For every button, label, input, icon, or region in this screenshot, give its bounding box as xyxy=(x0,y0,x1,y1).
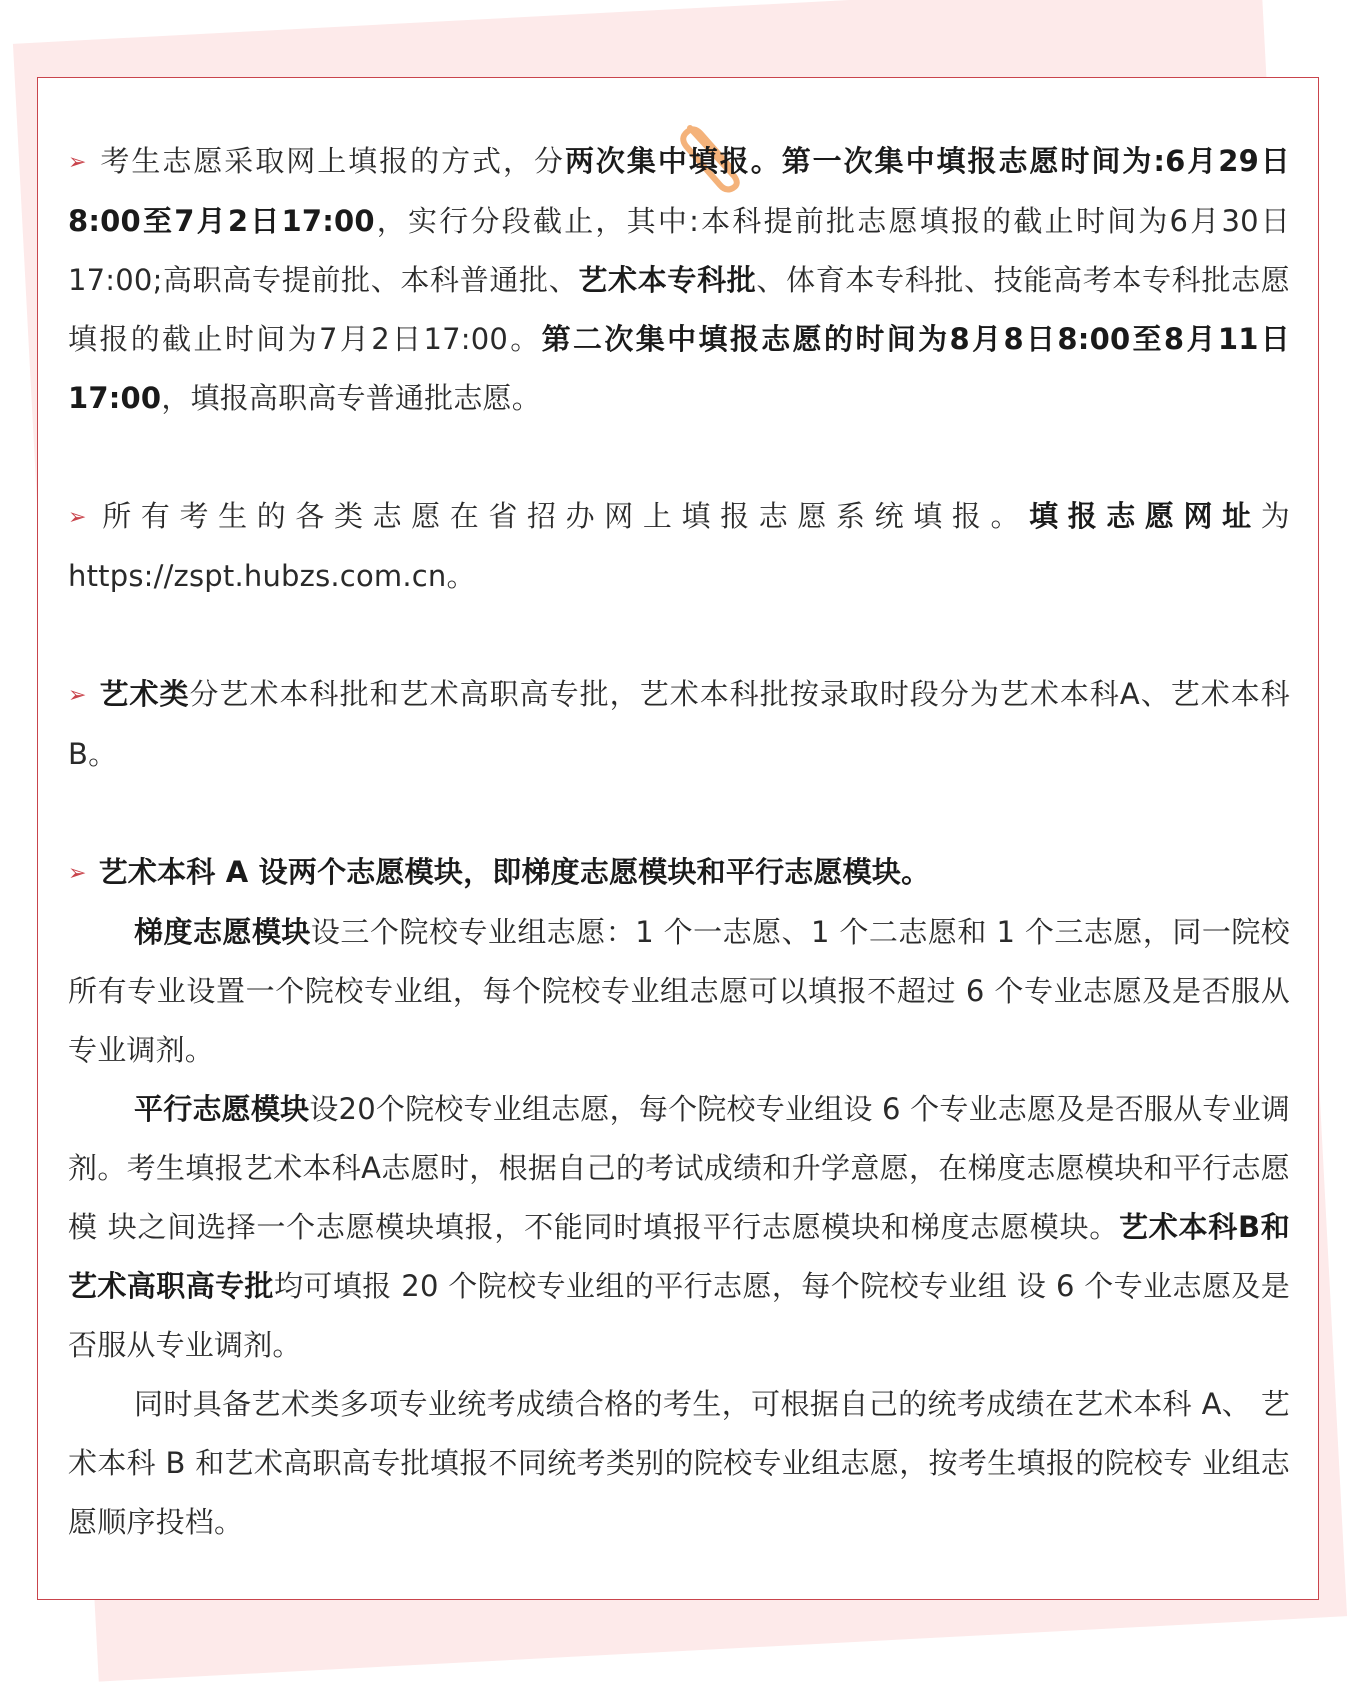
text: ，填报高职高专普通批志愿。 xyxy=(161,381,541,415)
bold-text: 艺术本科 A 设两个志愿模块，即梯度志愿模块和平行志愿模块。 xyxy=(98,855,931,889)
paragraph-parallel-module xyxy=(68,1080,1290,1375)
website-url: 为https://zspt.hubzs.com.cn。 xyxy=(68,499,1290,593)
text: 设三个院校专业组志愿：1 个一志愿、1 个二志愿和 1 个三志愿，同一院校所有专业设置一个院校专业组，每个院校专业组志愿可以填报不超过 6 个专业志愿及是否服从专业调剂。 xyxy=(68,915,1290,1067)
bold-text: 填报志愿网址 xyxy=(1029,499,1261,533)
bold-text: 梯度志愿模块 xyxy=(134,915,311,949)
bold-text: 平行志愿模块 xyxy=(134,1092,310,1126)
text: 所有考生的各类志愿在省招办网上填报志愿系统填报。 xyxy=(98,499,1030,533)
arrow-bullet-icon: ➢ xyxy=(68,861,87,886)
text: 考生志愿采取网上填报的方式，分 xyxy=(98,144,565,178)
bold-text: 艺术本专科批 xyxy=(578,263,757,297)
arrow-bullet-icon: ➢ xyxy=(68,150,87,175)
text: 同时具备艺术类多项专业统考成绩合格的考生，可根据自己的统考成绩在艺术本科 A、 艺术本科 B 和艺术高职高专批填报不同统考类别的院校专业组志愿，按考生填报的院校专 业组志愿顺序投档。 xyxy=(68,1387,1290,1539)
spacer xyxy=(68,606,1290,665)
spacer xyxy=(68,784,1290,843)
bold-text: 艺术本科B和艺术高职高专批 xyxy=(68,1210,1291,1303)
notice-content xyxy=(68,132,1290,1552)
notice-card xyxy=(37,77,1319,1600)
bold-text: 艺术类 xyxy=(98,677,190,711)
bold-text: 两次集中填报。第一次集中填报志愿时间为:6月29日8:00至7月2日17:00 xyxy=(68,144,1290,238)
text: 设20个院校专业组志愿，每个院校专业组设 6 个专业志愿及是否服从专业调剂。考生填报艺术本科A志愿时，根据自己的考试成绩和升学意愿，在梯度志愿模块和平行志愿模 块之间选择一个志愿模块填报，不能同时填报平行志愿模块和梯度志愿模块。 xyxy=(68,1092,1290,1244)
arrow-bullet-icon: ➢ xyxy=(68,505,87,530)
paragraph-art-category xyxy=(68,665,1290,784)
bold-text: 第二次集中填报志愿的时间为8月8日8:00至8月11日17:00 xyxy=(68,322,1290,415)
arrow-bullet-icon: ➢ xyxy=(68,683,87,708)
paragraph-exam-schedule xyxy=(68,132,1290,428)
paragraph-art-a-heading xyxy=(68,843,1290,903)
text: ，实行分段截止，其中:本科提前批志愿填报的截止时间为6月30日17:00;高职高专提前批、本科普通批、 xyxy=(68,204,1290,297)
text: 均可填报 20 个院校专业组的平行志愿，每个院校专业组 设 6 个专业志愿及是否服从专业调剂。 xyxy=(68,1269,1290,1362)
paragraph-website xyxy=(68,487,1290,606)
paragraph-multi-exam xyxy=(68,1375,1290,1552)
text: 、体育本专科批、技能高考本专科批志愿填报的截止时间为7月2日17:00。 xyxy=(68,263,1290,356)
paragraph-gradient-module xyxy=(68,903,1290,1080)
spacer xyxy=(68,428,1290,487)
text: 分艺术本科批和艺术高职高专批，艺术本科批按录取时段分为艺术本科A、艺术本科B。 xyxy=(68,677,1290,771)
